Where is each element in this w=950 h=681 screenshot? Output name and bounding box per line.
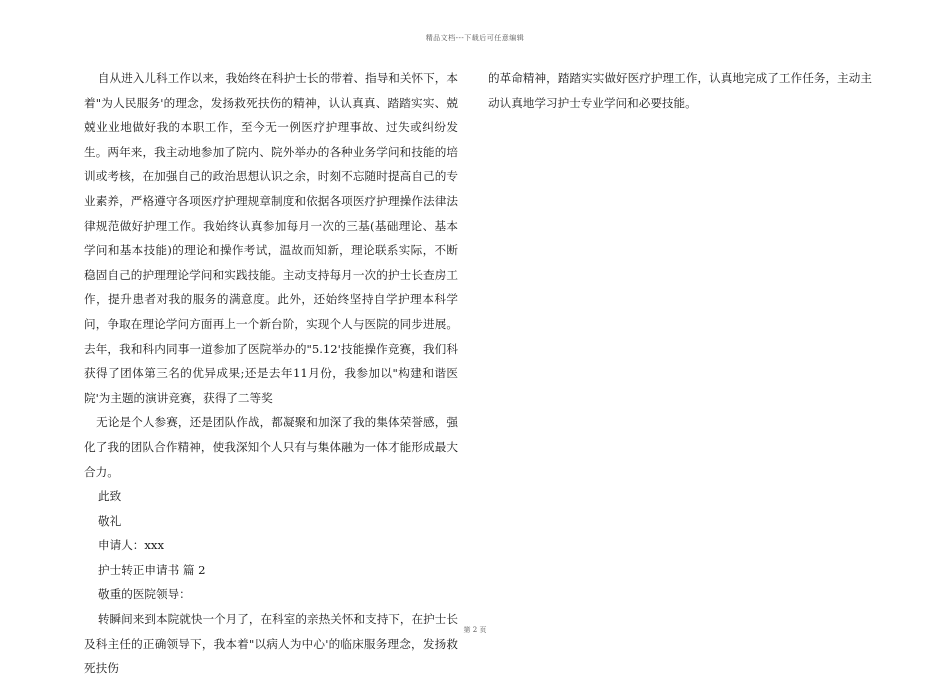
salutation: 敬重的医院领导： bbox=[98, 587, 191, 602]
page-number: 第 2 页 bbox=[463, 626, 487, 634]
body-paragraph-3: 转瞬间来到本院就快一个月了，在科室的亲热关怀和支持下，在护士长及科主任的正确领导下，我本着"以病人为中心'的临床服务理念，发扬救死扶伤 bbox=[84, 612, 458, 676]
body-paragraph-2: 无论是个人参赛，还是团队作战，都凝聚和加深了我的集体荣誉感，强化了我的团队合作精神，使我深知个人只有与集体融为一体才能形成最大合力。 bbox=[84, 415, 458, 479]
left-column bbox=[84, 66, 458, 681]
right-column bbox=[488, 66, 872, 115]
section-title: 护士转正申请书 篇 2 bbox=[98, 562, 206, 577]
body-paragraph-continued: 的革命精神，踏踏实实做好医疗护理工作，认真地完成了工作任务，主动主动认真地学习护士专业学问和必要技能。 bbox=[488, 71, 872, 110]
body-paragraph-1: 自从进入儿科工作以来，我始终在科护士长的带着、指导和关怀下，本着"为人民服务'的理念，发扬救死扶伤的精神，认认真真、踏踏实实、兢兢业业地做好我的本职工作，至今无一例医疗护理事故、过失或纠纷发生。两年来，我主动地参加了院内、院外举办的各种业务学问和技能的培训或考核，在加强自己的政治思想认识之余，时刻不忘随时提高自己的专业素养，严格遵守各项医疗护理规章制度和依据各项医疗护理操作法律法律规范做好护理工作。我始终认真参加每月一次的三基(基础理论、基本学问和基本技能)的理论和操作考试，温故而知新，理论联系实际，不断稳固自己的护理理论学问和实践技能。主动支持每月一次的护士长查房工作，提升患者对我的服务的满意度。此外，还始终坚持自学护理本科学问，争取在理论学问方面再上一个新台阶，实现个人与医院的同步进展。去年，我和科内同事一道参加了医院举办的"5.12'技能操作竞赛，我们科获得了团体第三名的优异成果;还是去年11月份，我参加以"构建和谐医院'为主题的演讲竞赛，获得了二等奖 bbox=[84, 71, 458, 405]
page-header: 精品文档---下载后可任意编辑 bbox=[425, 34, 525, 42]
closing-cizhi: 此致 bbox=[98, 489, 122, 504]
applicant-line: 申请人：xxx bbox=[98, 538, 164, 553]
closing-jingli: 敬礼 bbox=[98, 513, 122, 528]
